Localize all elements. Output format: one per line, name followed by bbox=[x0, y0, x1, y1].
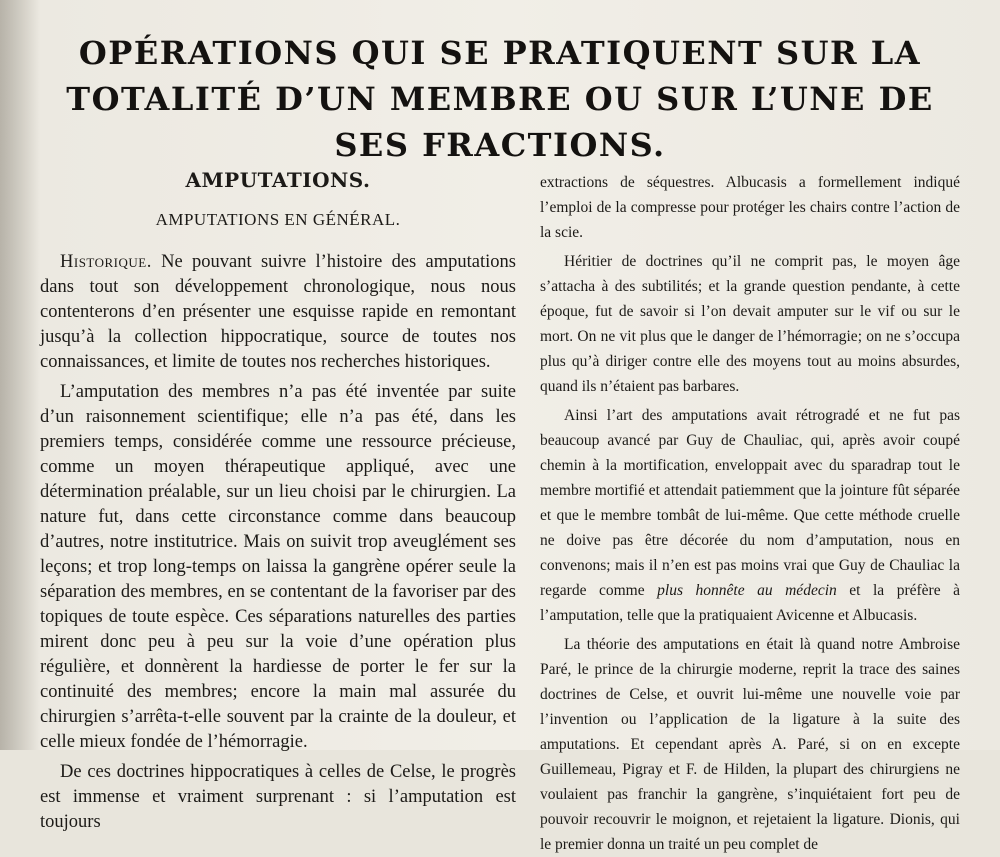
paragraph: Héritier de doctrines qu’il ne comprit pas, le moyen âge s’attacha à des subtilités; et la grande question pendante, à cette époque, fut de savoir si l’on devait amputer sur le vif ou sur le mort. On ne vit plus que le danger de l’hémorragie; on ne s’occupa plus qu’à diriger contre elle des moyens tout au moins absurdes, quand ils n’étaient pas barbares. bbox=[540, 253, 960, 395]
left-column bbox=[40, 168, 516, 832]
page-title: OPÉRATIONS QUI SE PRATIQUENT SUR LA TOTALITÉ D’UN MEMBRE OU SUR L’UNE DE SES FRACTIONS. bbox=[66, 34, 934, 164]
paragraph: La théorie des amputations en était là quand notre Ambroise Paré, le prince de la chirurgie moderne, reprit la trace des saines doctrines de Celse, et ouvrit lui-même une nouvelle voie par l’invention ou l’application de la ligature à la suite des amputations. Et cependant après A. Paré, si on en excepte Guillemeau, Pigray et F. de Hilden, la plupart des chirurgiens ne voulaient pas franchir la gangrène, s’inquiétaient fort peu de pouvoir recouvrir le moignon, et rejetaient la ligature. Dionis, qui le premier donna un traité un peu complet de bbox=[540, 636, 960, 853]
section-subheading: AMPUTATIONS EN GÉNÉRAL. bbox=[155, 210, 401, 229]
paragraph: L’amputation des membres n’a pas été inventée par suite d’un raisonnement scientifique; elle n’a pas été, dans les premiers temps, considérée comme une ressource précieuse, comme un moyen thérapeutique appliqué, avec une détermination préalable, sur un lieu choisi par le chirurgien. La nature fut, dans cette circonstance comme dans beaucoup d’autres, notre institutrice. Mais on suivit trop aveuglément ses leçons; et trop long-temps on laissa la gangrène opérer seule la séparation des membres, en se contentant de la favoriser par des topiques de toute espèce. Ces séparations naturelles des parties mirent donc peu à peu sur la voie d’une opération plus régulière, et donnèrent la hardiesse de porter le fer sur la continuité des membres; encore la main mal assurée du chirurgien s’arrêta-t-elle souvent par la crainte de la douleur, et celle mieux fondée de l’hémorragie. bbox=[40, 382, 516, 752]
paragraph: De ces doctrines hippocratiques à celles de Celse, le progrès est immense et vraiment surprenant : si l’amputation est toujours bbox=[40, 762, 516, 832]
historique-text: Ne pouvant suivre l’histoire des amputations dans tout son développement chronologique, nous nous contenterons d’en présenter une esquisse rapide en remontant jusqu’à la collection hippocratique, source de toutes nos connaissances, et limite de toutes nos recherches historiques. bbox=[40, 252, 516, 372]
paragraph-historique bbox=[40, 250, 516, 375]
paragraph-continued: extractions de séquestres. Albucasis a formellement indiqué l’emploi de la compresse pour protéger les chairs contre l’action de la scie. bbox=[540, 174, 960, 241]
historique-label: Historique. bbox=[60, 252, 152, 272]
italic-quote: plus honnête au médecin bbox=[657, 582, 837, 599]
paragraph bbox=[540, 403, 960, 628]
right-column bbox=[540, 170, 960, 853]
section-heading: AMPUTATIONS. bbox=[185, 168, 371, 192]
text-run: et la préfère à l’amputation, telle que la pratiquaient Avicenne et Albucasis. bbox=[540, 582, 960, 624]
text-run: Ainsi l’art des amputations avait rétrogradé et ne fut pas beaucoup avancé par Guy de Chauliac, qui, après avoir coupé chemin à la mortification, enveloppait avec du sparadrap tout le membre mortifié et attendait patiemment que la jointure fût séparée et que le membre tombât de lui-même. Que cette méthode cruelle ne doive pas être décorée du nom d’amputation, nous en convenons; mais il n’en est pas moins vrai que Guy de Chauliac la regarde comme bbox=[540, 407, 960, 599]
page-gutter-shadow bbox=[0, 0, 40, 750]
